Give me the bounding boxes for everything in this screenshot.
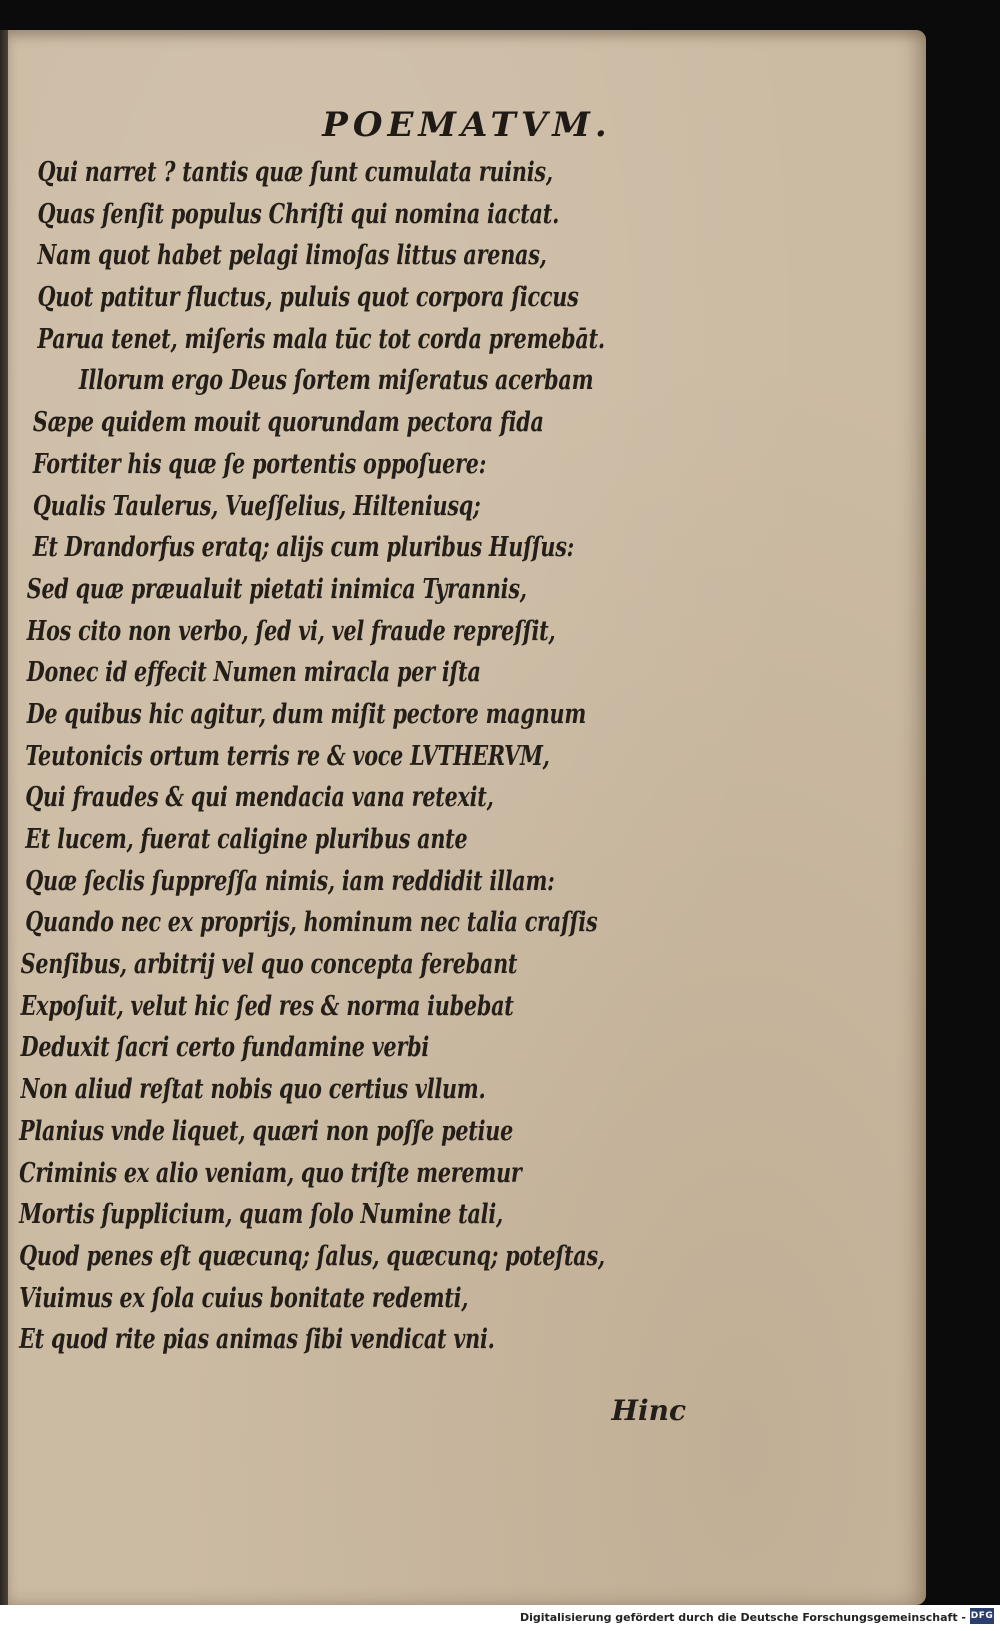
verse-line: Nam quot habet pelagi limoſas littus arenas, [37,240,547,272]
verse-line: Quæ ſeclis ſuppreſſa nimis, iam reddidit illam: [25,865,555,897]
digitization-credit: Digitalisierung gefördert durch die Deutsche Forschungsgemeinschaft - [519,1611,966,1624]
verse-line: Qui fraudes & qui mendacia vana retexit, [25,782,494,814]
verse-line: Quot patitur fluctus, puluis quot corpora ſiccus [37,282,579,314]
verse-line: Planius vnde liquet, quæri non poſſe petiue [19,1115,514,1147]
verse-line: Quas ſenſit populus Chriſti qui nomina iactat. [37,198,560,230]
verse-line: Quando nec ex proprijs, hominum nec talia craſſis [25,907,598,939]
verse-line: Teutonicis ortum terris re & voce LVTHERVM, [25,740,550,772]
verse-line: Illorum ergo Deus ſortem miſeratus acerbam [78,365,594,397]
verse-line: Hos cito non verbo, ſed vi, vel fraude repreſſit, [26,615,556,647]
verse-line: Et quod rite pias animas ſibi vendicat vni. [19,1324,495,1356]
verse-line: Qualis Taulerus, Vueſſelius, Hilteniusq; [32,490,481,522]
running-head: POEMATVM. [322,105,612,145]
verse-list [16,152,916,1361]
dfg-logo: DFG [970,1608,994,1624]
book-page [8,30,926,1605]
verse-line: Deduxit ſacri certo fundamine verbi [20,1032,430,1064]
verse-line: Et Drandorfus eratq; alijs cum pluribus Huſſus: [32,532,575,564]
verse-line: Viuimus ex ſola cuius bonitate redemti, [19,1282,469,1314]
verse-line: De quibus hic agitur, dum miſit pectore magnum [26,698,587,730]
verse-line: Criminis ex alio veniam, quo triſte meremur [19,1157,522,1189]
verse-line: Qui narret ? tantis quæ ſunt cumulata ruinis, [37,157,553,188]
verse-line: Mortis ſupplicium, quam ſolo Numine tali, [19,1199,503,1231]
verse-line: Senſibus, arbitrij vel quo concepta ferebant [20,949,518,981]
verse-line: Donec id effecit Numen miracla per iſta [26,657,481,689]
verse-line: Sed quæ præualuit pietati inimica Tyrannis, [26,573,527,605]
verse-line: Fortiter his quæ ſe portentis oppoſuere: [32,448,487,480]
verse-line: Et lucem, fuerat caligine pluribus ante [25,824,468,855]
verse-line: Parua tenet, miſeris mala tūc tot corda premebāt. [37,323,605,355]
verse-line: Expoſuit, velut hic ſed res & norma iubebat [20,990,514,1022]
verse-line: Non aliud reſtat nobis quo certius vllum. [20,1074,486,1106]
verse-line: Sæpe quidem mouit quorundam pectora fida [32,407,544,439]
catchword: Hinc [611,1394,686,1427]
verse-line: Quod penes eſt quæcunq; ſalus, quæcunq; poteſtas, [19,1240,605,1272]
